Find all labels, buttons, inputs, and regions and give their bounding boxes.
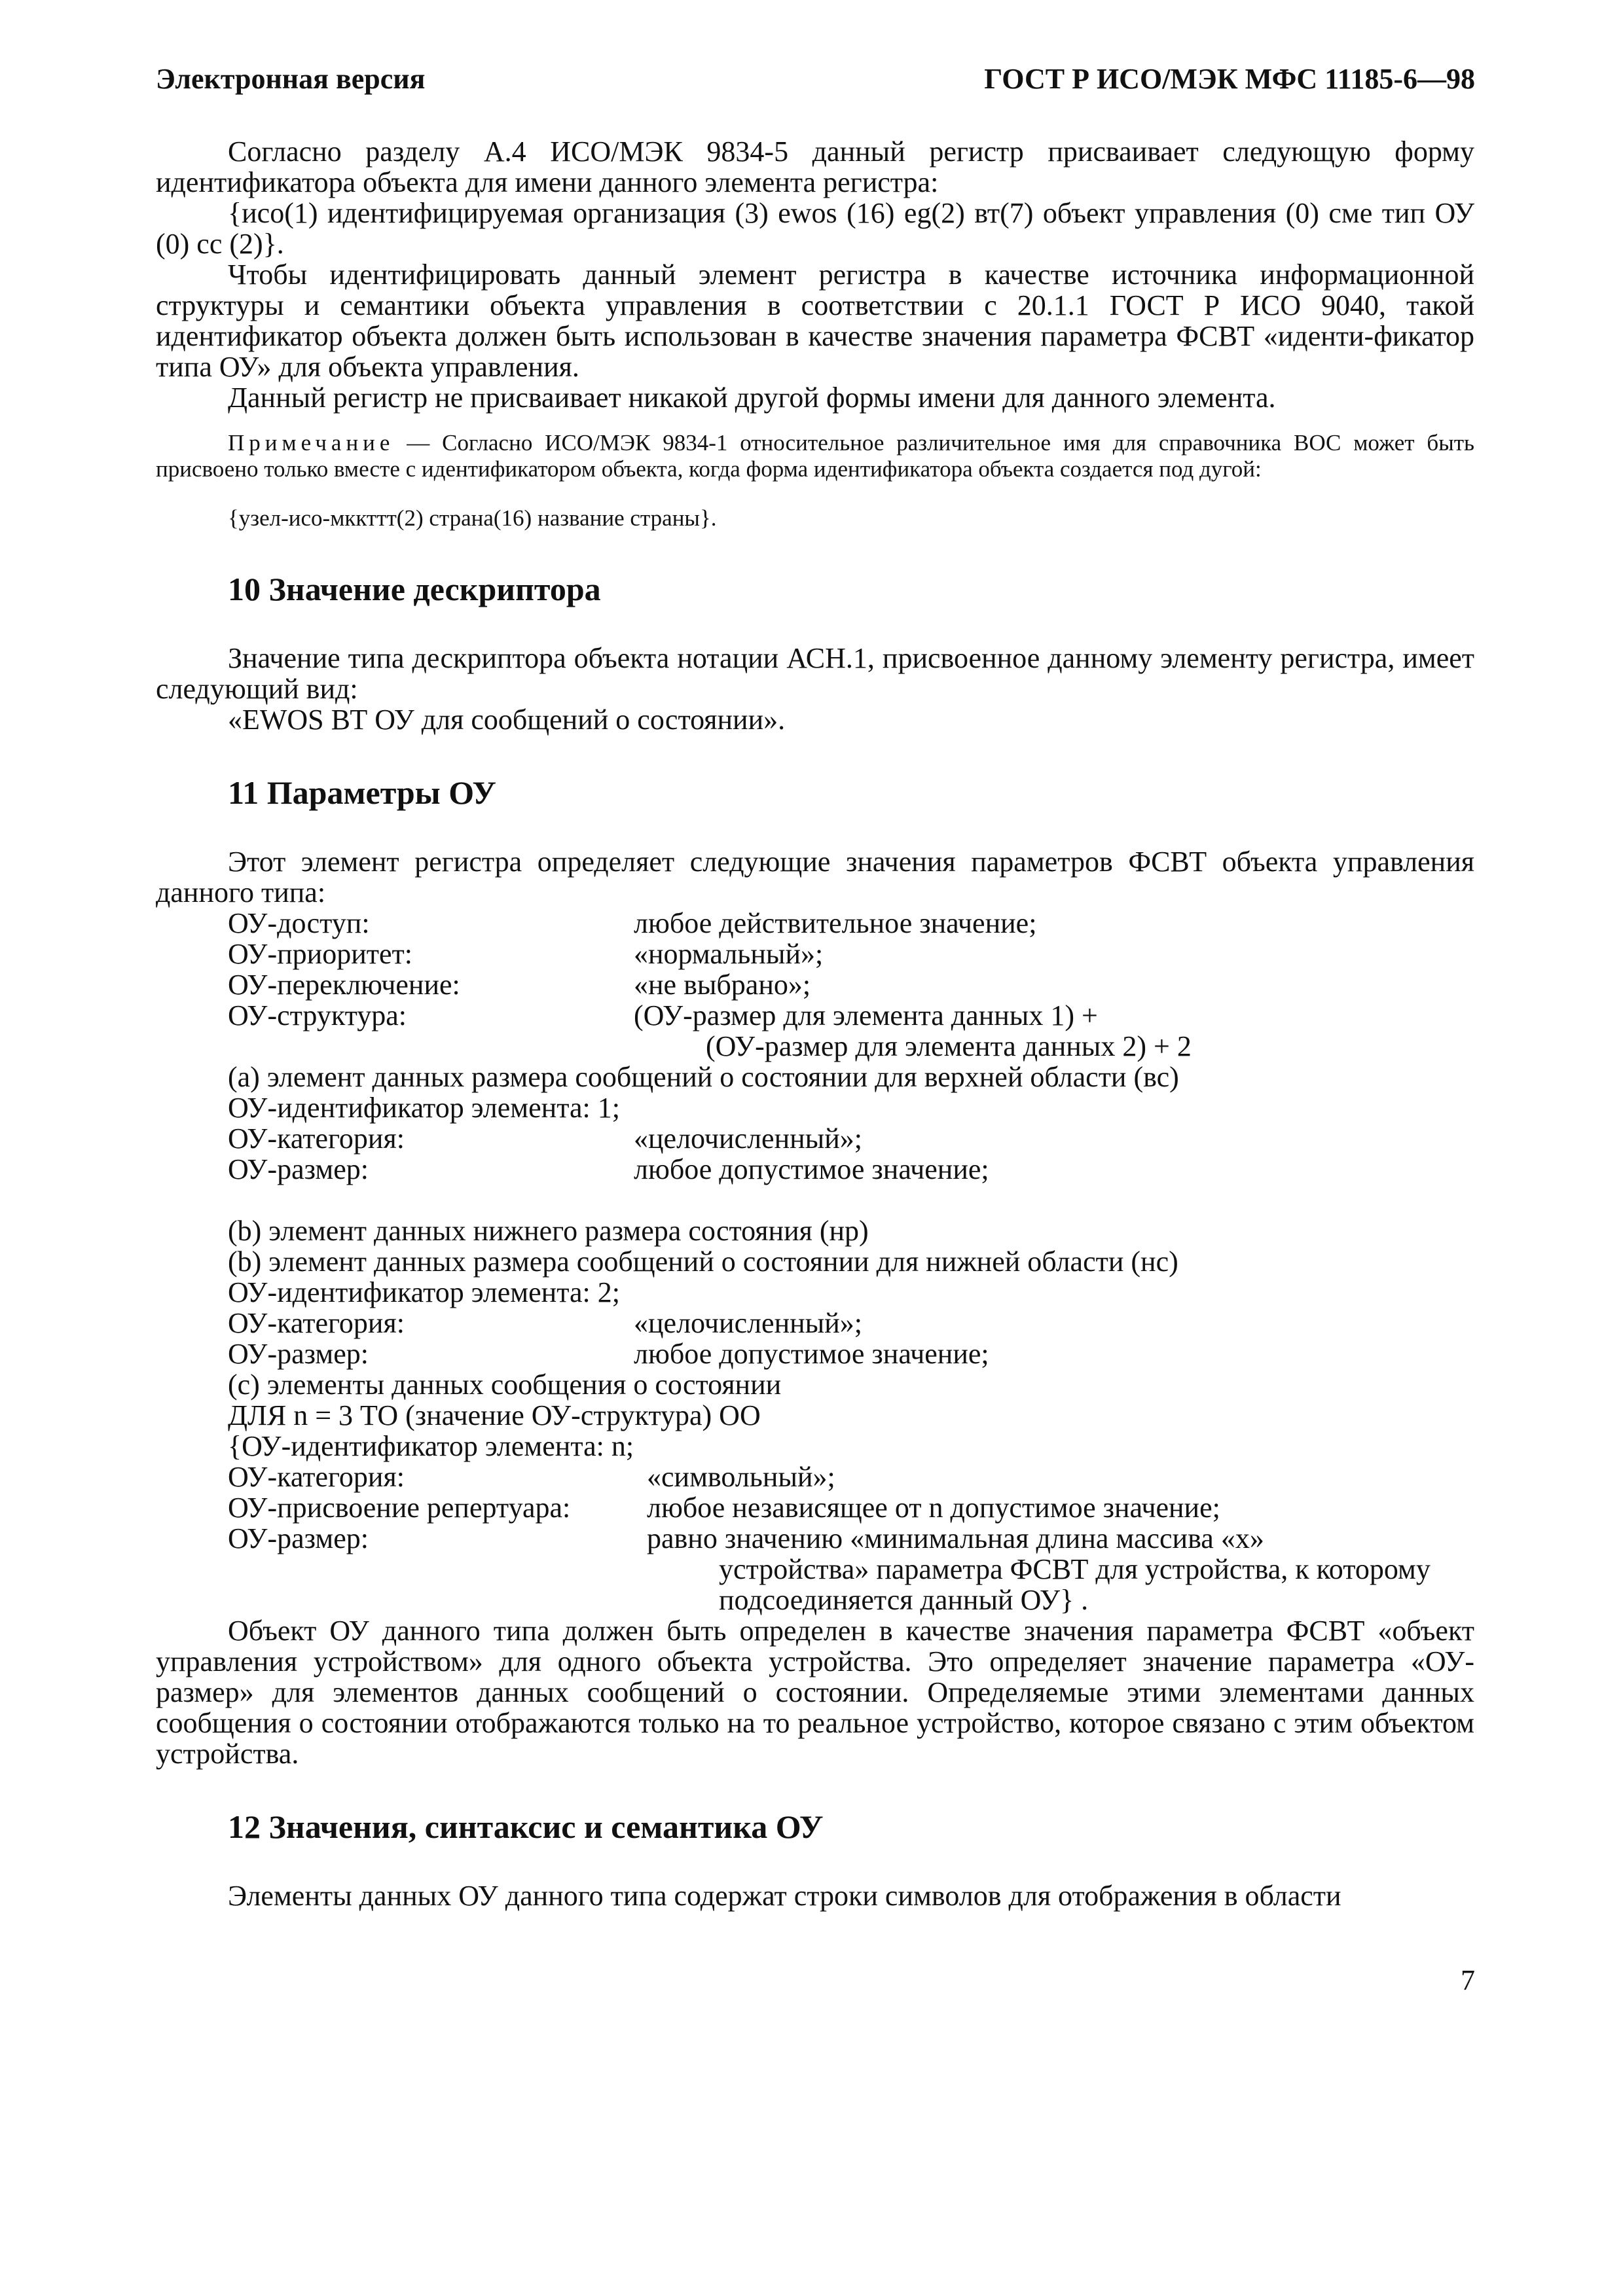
paragraph: «EWOS ВТ ОУ для сообщений о состоянии». — [228, 704, 786, 736]
section-10-title: 10 Значение дескриптора — [228, 571, 601, 607]
param-value: любое независящее от n допустимое значение; — [647, 1492, 1220, 1524]
paragraph: Элементы данных ОУ данного типа содержат строки символов для отображения в области — [228, 1880, 1341, 1912]
spacer — [156, 1185, 1474, 1215]
paragraph: Объект ОУ данного типа должен быть определен в качестве значения параметра ФСВТ «объект управления устройством» для одного объекта устройства. Это определяет значение параметра «ОУ-размер» для элементов данных сообщений о состоянии. Определяемые этими элементами данных сообщения о состоянии отображаются только на то реальное устройство, которое связано с этим объектом устройства. — [156, 1615, 1474, 1770]
document-body — [156, 136, 1474, 1911]
param-row — [156, 1462, 1474, 1492]
param-value: любое допустимое значение; — [634, 1338, 989, 1370]
param-value-continuation: подсоединяется данный ОУ} . — [719, 1584, 1089, 1616]
param-name: ОУ-категория: — [228, 1307, 405, 1339]
param-row — [156, 969, 1474, 1000]
param-value: «целочисленный»; — [634, 1122, 863, 1155]
param-row — [156, 939, 1474, 969]
param-value: любое допустимое значение; — [634, 1153, 989, 1185]
param-row — [156, 1338, 1474, 1369]
param-value: «символьный»; — [647, 1461, 835, 1493]
section-12-title: 12 Значения, синтаксис и семантика ОУ — [228, 1808, 824, 1845]
param-value: равно значению «минимальная длина массива «х» — [647, 1522, 1264, 1554]
note-line: {узел-исо-мккттт(2) страна(16) название страны}. — [228, 505, 717, 531]
param-value: «нормальный»; — [634, 938, 824, 970]
param-value-continuation: устройства» параметра ФСВТ для устройства, к которому — [719, 1553, 1431, 1585]
param-row — [156, 1492, 1474, 1523]
item-line: ДЛЯ n = 3 ТО (значение ОУ-структура) ОО — [228, 1399, 761, 1431]
item-line: (b) элемент данных нижнего размера состояния (нр) — [228, 1215, 869, 1247]
item-line: (а) элемент данных размера сообщений о состоянии для верхней области (вс) — [228, 1061, 1179, 1093]
param-value: «целочисленный»; — [634, 1307, 863, 1339]
param-name: ОУ-категория: — [228, 1461, 405, 1493]
param-name: ОУ-категория: — [228, 1122, 405, 1155]
paragraph: Данный регистр не присваивает никакой другой формы имени для данного элемента. — [228, 382, 1276, 414]
param-row — [156, 1123, 1474, 1154]
paragraph: Согласно разделу А.4 ИСО/МЭК 9834-5 данный регистр присваивает следующую форму идентификатора объекта для имени данного элемента регистра: — [156, 135, 1474, 198]
section-11-title: 11 Параметры ОУ — [228, 774, 496, 811]
param-name: ОУ-переключение: — [228, 969, 460, 1001]
param-name: ОУ-приоритет: — [228, 938, 412, 970]
param-name: ОУ-размер: — [228, 1153, 369, 1185]
param-row — [156, 1308, 1474, 1338]
paragraph: Чтобы идентифицировать данный элемент регистра в качестве источника информационной структуры и семантики объекта управления в соответствии с 20.1.1 ГОСТ Р ИСО 9040, такой идентификатор объекта должен быть использован в качестве значения параметра ФСВТ «иденти-фикатор типа ОУ» для объекта управления. — [156, 259, 1474, 383]
note-label: Примечание — [228, 430, 395, 456]
param-name: ОУ-присвоение репертуара: — [228, 1492, 571, 1524]
param-value: любое действительное значение; — [634, 907, 1037, 939]
param-name: ОУ-доступ: — [228, 907, 370, 939]
param-name: ОУ-размер: — [228, 1338, 369, 1370]
param-value-continuation: (ОУ-размер для элемента данных 2) + 2 — [706, 1030, 1192, 1062]
item-line: (b) элемент данных размера сообщений о состоянии для нижней области (нс) — [228, 1246, 1178, 1278]
item-line: {ОУ-идентификатор элемента: n; — [228, 1430, 634, 1462]
note-text: — Согласно ИСО/МЭК 9834-1 относительное различительное имя для справочника ВОС может быть присвоено только вместе с идентификатором объекта, когда форма идентификатора объекта создается под дугой: — [156, 430, 1474, 482]
header-right: ГОСТ Р ИСО/МЭК МФС 11185-6—98 — [984, 63, 1475, 95]
paragraph: Этот элемент регистра определяет следующие значения параметров ФСВТ объекта управления данного типа: — [156, 846, 1474, 908]
page-number: 7 — [1461, 1964, 1475, 1996]
item-line: ОУ-идентификатор элемента: 2; — [228, 1276, 620, 1308]
param-row — [156, 1523, 1474, 1554]
header-left: Электронная версия — [156, 63, 426, 95]
param-value: «не выбрано»; — [634, 969, 811, 1001]
param-value: (ОУ-размер для элемента данных 1) + — [634, 999, 1098, 1031]
paragraph: Значение типа дескриптора объекта нотации АСН.1, присвоенное данному элементу регистра, имеет следующий вид: — [156, 642, 1474, 705]
item-line: ОУ-идентификатор элемента: 1; — [228, 1092, 620, 1124]
param-row — [156, 1154, 1474, 1185]
note — [156, 430, 1474, 482]
item-line: (с) элементы данных сообщения о состоянии — [228, 1369, 782, 1401]
paragraph: {исо(1) идентифицируемая организация (3) ewos (16) eg(2) вт(7) объект управления (0) сме тип ОУ (0) сс (2)}. — [156, 197, 1474, 260]
param-row — [156, 1000, 1474, 1031]
param-name: ОУ-размер: — [228, 1522, 369, 1554]
param-name: ОУ-структура: — [228, 999, 407, 1031]
param-row — [156, 908, 1474, 939]
